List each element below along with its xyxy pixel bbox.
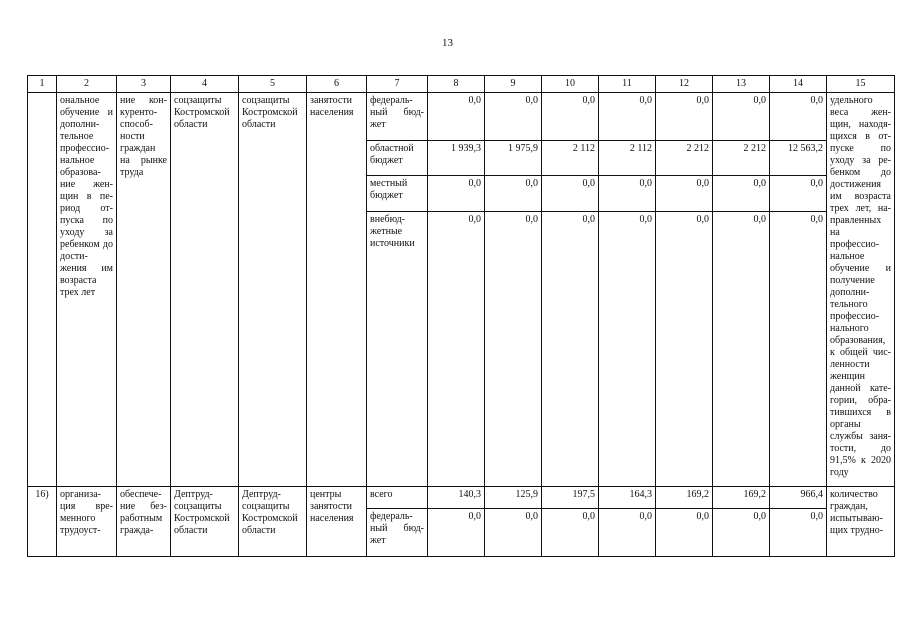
value-cell: 0,0 <box>542 212 599 487</box>
value-cell: 0,0 <box>599 509 656 557</box>
funding-source-cell: всего <box>367 487 428 509</box>
executor-cell: Дептруд-соцзащиты Костромской области <box>171 487 239 557</box>
value-cell: 0,0 <box>770 212 827 487</box>
executor-cell: соцзащиты Костромской области <box>171 93 239 487</box>
measure-name-cell: организа-ция вре-менного трудоуст- <box>57 487 117 557</box>
funding-source-cell: федераль-ный бюд-жет <box>367 93 428 141</box>
table-row <box>28 487 895 509</box>
value-cell: 0,0 <box>599 176 656 212</box>
value-cell: 0,0 <box>656 93 713 141</box>
page-number: 13 <box>442 37 453 49</box>
value-cell: 0,0 <box>428 509 485 557</box>
value-cell: 0,0 <box>428 176 485 212</box>
value-cell: 0,0 <box>599 93 656 141</box>
header-cell: 9 <box>485 76 542 93</box>
coexecutor-cell: Дептруд-соцзащиты Костромской области <box>239 487 307 557</box>
value-cell: 0,0 <box>599 212 656 487</box>
header-cell: 13 <box>713 76 770 93</box>
value-cell: 0,0 <box>713 212 770 487</box>
header-cell: 3 <box>117 76 171 93</box>
value-cell: 0,0 <box>656 176 713 212</box>
value-cell: 0,0 <box>713 93 770 141</box>
value-cell: 1 939,3 <box>428 141 485 176</box>
value-cell: 0,0 <box>428 93 485 141</box>
value-cell: 2 112 <box>542 141 599 176</box>
value-cell: 2 212 <box>713 141 770 176</box>
header-cell: 14 <box>770 76 827 93</box>
header-cell: 4 <box>171 76 239 93</box>
value-cell: 0,0 <box>485 176 542 212</box>
value-cell: 12 563,2 <box>770 141 827 176</box>
header-row <box>28 76 895 93</box>
value-cell: 2 112 <box>599 141 656 176</box>
task-cell: ние кон-куренто-способ-ности граждан на рынке труда <box>117 93 171 487</box>
value-cell: 0,0 <box>428 212 485 487</box>
row-number-cell: 16) <box>28 487 57 557</box>
value-cell: 0,0 <box>656 212 713 487</box>
header-cell: 6 <box>307 76 367 93</box>
header-cell: 8 <box>428 76 485 93</box>
header-cell: 12 <box>656 76 713 93</box>
value-cell: 2 212 <box>656 141 713 176</box>
header-cell: 5 <box>239 76 307 93</box>
participant-cell: центры занятости населения <box>307 487 367 557</box>
value-cell: 169,2 <box>713 487 770 509</box>
value-cell: 0,0 <box>542 93 599 141</box>
funding-source-cell: федераль-ный бюд-жет <box>367 509 428 557</box>
value-cell: 0,0 <box>485 93 542 141</box>
value-cell: 0,0 <box>770 93 827 141</box>
funding-source-cell: внебюд-жетные источники <box>367 212 428 487</box>
value-cell: 169,2 <box>656 487 713 509</box>
value-cell: 0,0 <box>542 509 599 557</box>
row-number-cell <box>28 93 57 487</box>
value-cell: 0,0 <box>713 509 770 557</box>
indicator-cell: количество граждан, испытываю-щих трудно- <box>827 487 895 557</box>
value-cell: 0,0 <box>770 509 827 557</box>
value-cell: 125,9 <box>485 487 542 509</box>
value-cell: 0,0 <box>656 509 713 557</box>
header-cell: 15 <box>827 76 895 93</box>
value-cell: 0,0 <box>485 509 542 557</box>
value-cell: 164,3 <box>599 487 656 509</box>
header-cell: 7 <box>367 76 428 93</box>
value-cell: 0,0 <box>770 176 827 212</box>
coexecutor-cell: соцзащиты Костромской области <box>239 93 307 487</box>
value-cell: 197,5 <box>542 487 599 509</box>
funding-source-cell: областной бюджет <box>367 141 428 176</box>
indicator-cell: удельного веса жен-щин, находя-щихся в от-пуске по уходу за ре-бенком до достижения им возраста трех лет, на-правленных на профессио-нальное обучение и получение дополни-тельного профессио-нального образования, к общей чис-ленности женщин данной кате-гории, обра-тившихся в органы службы заня-тости, до 91,5% к 2020 году <box>827 93 895 487</box>
participant-cell: занятости населения <box>307 93 367 487</box>
funding-source-cell: местный бюджет <box>367 176 428 212</box>
value-cell: 0,0 <box>485 212 542 487</box>
table-row <box>28 93 895 141</box>
task-cell: обеспече-ние без-работным гражда- <box>117 487 171 557</box>
header-cell: 1 <box>28 76 57 93</box>
header-cell: 11 <box>599 76 656 93</box>
program-table <box>27 75 895 557</box>
value-cell: 1 975,9 <box>485 141 542 176</box>
value-cell: 0,0 <box>542 176 599 212</box>
header-cell: 2 <box>57 76 117 93</box>
header-cell: 10 <box>542 76 599 93</box>
measure-name-cell: ональное обучение и дополни-тельное профессио-нальное образова-ние жен-щин в пе-риод от-пуска по уходу за ребенком до дости-жения им возраста трех лет <box>57 93 117 487</box>
value-cell: 966,4 <box>770 487 827 509</box>
value-cell: 140,3 <box>428 487 485 509</box>
value-cell: 0,0 <box>713 176 770 212</box>
